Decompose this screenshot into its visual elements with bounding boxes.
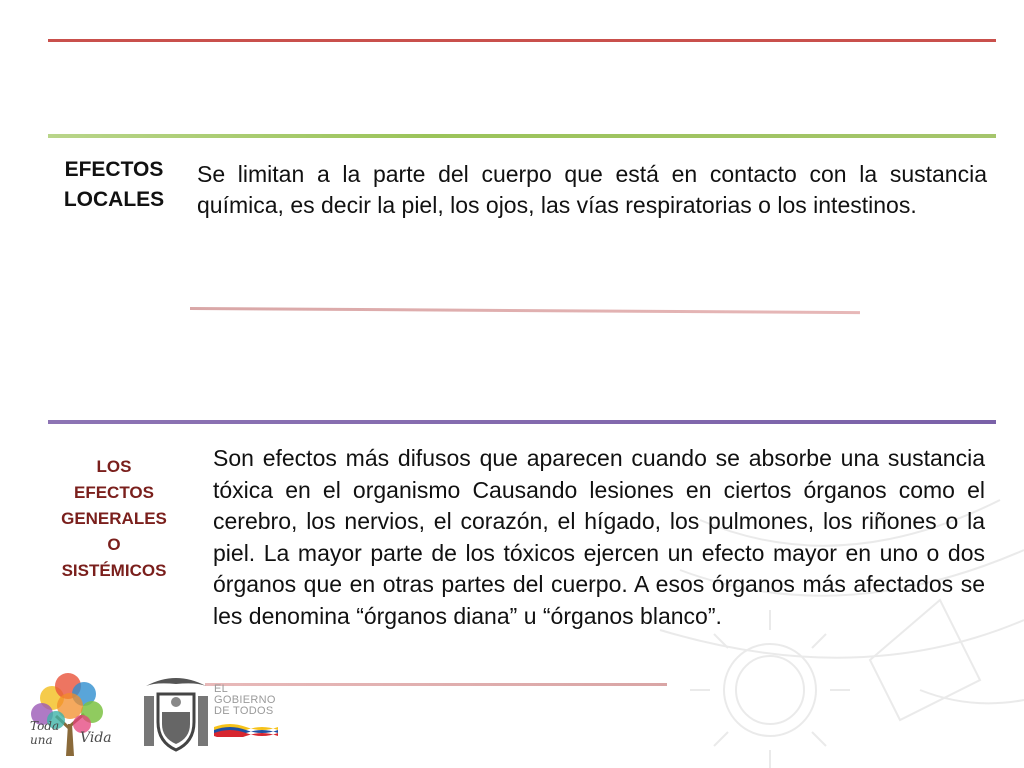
top-divider-red [48, 39, 996, 42]
svg-text:Toda: Toda [30, 719, 60, 733]
label-line: GENERALES [61, 509, 167, 528]
svg-text:una: una [30, 733, 53, 747]
text-efectos-generales: Son efectos más difusos que aparecen cuando se absorbe una sustancia tóxica en el organismo Causando lesiones en ciertos órganos como el cerebro, los nervios, el corazón, el hígado, los pulmones, los riñones o la piel. La mayor parte de los tóxicos ejercen un efecto mayor en uno o dos órganos que en otras partes del cuerpo. A esos órganos más afectados se les denomina “órganos diana” u “órganos blanco”. [213, 445, 985, 629]
gov-logo-line: DE TODOS [214, 705, 274, 717]
gov-logo-line: EL [214, 683, 229, 695]
flag-wave-icon [214, 721, 278, 737]
divider-pink [190, 307, 860, 314]
gobierno-de-todos-logo [214, 684, 290, 748]
toda-una-vida-logo-icon [22, 668, 114, 756]
svg-text:Vida: Vida [80, 730, 112, 746]
label-line: SISTÉMICOS [61, 561, 167, 580]
text-efectos-locales: Se limitan a la parte del cuerpo que está en contacto con la sustancia química, es decir la piel, los ojos, las vías respiratorias o los intestinos. [197, 161, 987, 218]
gov-logo-line: GOBIERNO [214, 694, 276, 706]
divider-green [48, 134, 996, 138]
ecuador-coat-of-arms-icon [140, 672, 212, 756]
label-line: O [107, 535, 121, 554]
divider-purple [48, 420, 996, 424]
label-line: LOS [96, 457, 132, 476]
label-line: EFECTOS [74, 483, 154, 502]
label-efectos-generales [52, 454, 176, 584]
label-efectos-locales: EFECTOS LOCALES [63, 158, 165, 211]
